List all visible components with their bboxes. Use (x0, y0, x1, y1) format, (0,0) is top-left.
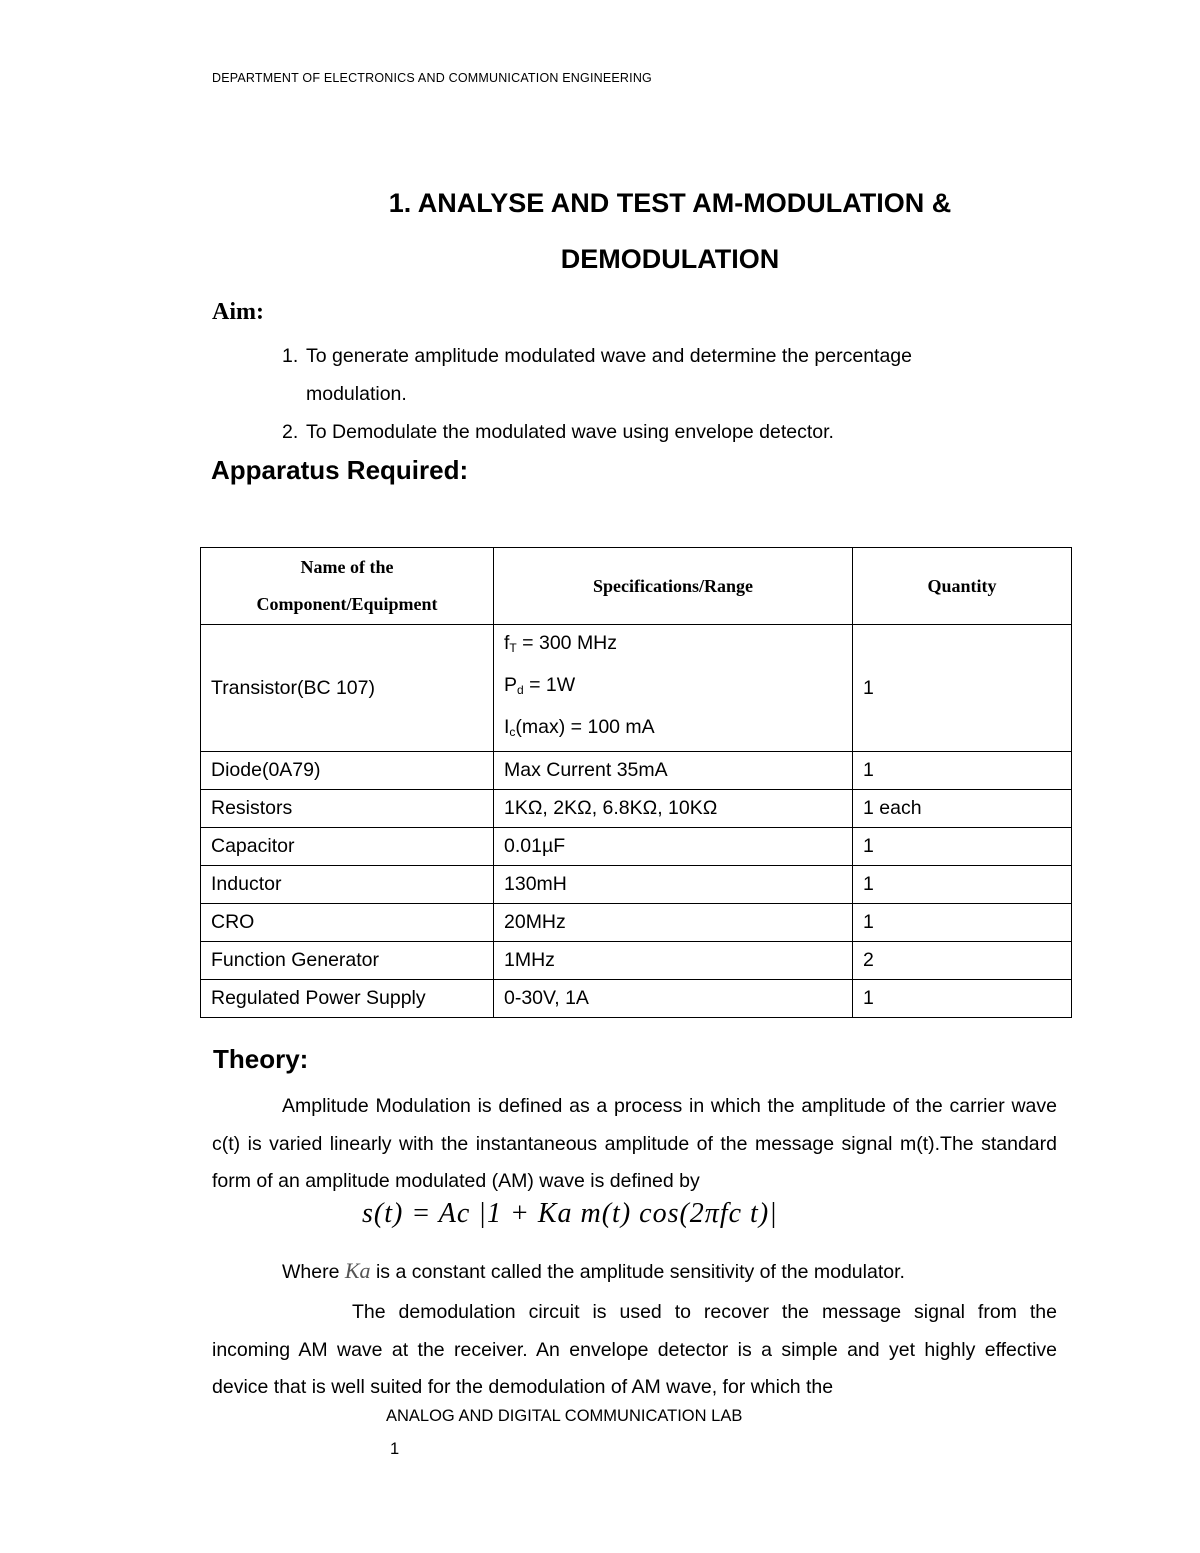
page-title-line-1: 1. ANALYSE AND TEST AM-MODULATION & (388, 188, 952, 218)
am-wave-formula: s(t) = Ac |1 + Ka m(t) cos(2πfc t)| (362, 1198, 778, 1229)
theory-paragraph-1 (212, 1088, 1057, 1201)
theory-paragraph-1-text: Amplitude Modulation is defined as a process in which the amplitude of the carrier wave c(t) is varied linearly with the instantaneous amplitude of the message signal m(t).The standard form of an amplitude modulated (AM) wave is defined by (212, 1095, 1057, 1192)
cell-name: Resistors (201, 790, 494, 828)
aim-item-number: 2. (282, 421, 299, 443)
theory-paragraph-2 (212, 1294, 1057, 1407)
spec-line: $P_d = 1W$ (504, 674, 576, 697)
table-row (201, 904, 1072, 942)
cell-quantity: 2 (853, 942, 1072, 980)
cell-quantity: 1 each (853, 790, 1072, 828)
table-row (201, 790, 1072, 828)
cell-spec (494, 625, 853, 752)
column-header-spec: Specifications/Range (494, 548, 853, 625)
page-title-line-2: DEMODULATION (560, 244, 780, 274)
table-row (201, 752, 1072, 790)
theory-paragraph-2-text: The demodulation circuit is used to recover the message signal from the incoming AM wave at the receiver. An envelope detector is a simple and yet highly effective device that is well suited for the demodulation of AM wave, for which the (212, 1301, 1057, 1398)
aim-item-text-line: modulation. (306, 383, 407, 405)
aim-item-text (306, 337, 912, 413)
cell-name: Inductor (201, 866, 494, 904)
cell-spec: 0-30V, 1A (494, 980, 853, 1018)
cell-quantity: 1 (853, 866, 1072, 904)
spec-line: $f_T = 300$ MHz (504, 632, 618, 655)
cell-quantity: 1 (853, 904, 1072, 942)
where-line (282, 1256, 905, 1287)
apparatus-heading: Apparatus Required: (211, 455, 469, 485)
aim-item-text (306, 413, 834, 451)
theory-heading: Theory: (213, 1044, 309, 1074)
cell-spec: 20MHz (494, 904, 853, 942)
ka-symbol: Ka (344, 1258, 371, 1283)
cell-name: Capacitor (201, 828, 494, 866)
spec-line: $I_c(\max) = 100$ mA (504, 716, 655, 739)
aim-item-text-line: To Demodulate the modulated wave using envelope detector. (306, 421, 834, 443)
table-row (201, 625, 1072, 752)
cell-spec: Max Current 35mA (494, 752, 853, 790)
cell-name: Diode(0A79) (201, 752, 494, 790)
column-header-quantity: Quantity (853, 548, 1072, 625)
cell-quantity: 1 (853, 625, 1072, 752)
cell-quantity: 1 (853, 980, 1072, 1018)
cell-name: Regulated Power Supply (201, 980, 494, 1018)
cell-quantity: 1 (853, 752, 1072, 790)
cell-quantity: 1 (853, 828, 1072, 866)
cell-name: CRO (201, 904, 494, 942)
aim-item-text-line: To generate amplitude modulated wave and determine the percentage (306, 345, 912, 367)
table-row (201, 828, 1072, 866)
page-number: 1 (390, 1440, 400, 1458)
cell-spec: 1KΩ, 2KΩ, 6.8KΩ, 10KΩ (494, 790, 853, 828)
cell-spec: 130mH (494, 866, 853, 904)
cell-name: Function Generator (201, 942, 494, 980)
table-row (201, 980, 1072, 1018)
cell-spec: 0.01µF (494, 828, 853, 866)
where-suffix: is a constant called the amplitude sensitivity of the modulator. (375, 1261, 905, 1283)
footer-lab-name: ANALOG AND DIGITAL COMMUNICATION LAB (386, 1407, 743, 1425)
aim-heading: Aim: (212, 299, 264, 325)
table-header-row (201, 548, 1072, 625)
apparatus-table (200, 547, 1072, 1018)
cell-spec: 1MHz (494, 942, 853, 980)
aim-item-number: 1. (282, 345, 299, 367)
column-header-name: Name of the Component/Equipment (201, 548, 494, 625)
where-prefix: Where (282, 1261, 340, 1283)
table-row (201, 866, 1072, 904)
cell-name: Transistor(BC 107) (201, 625, 494, 752)
table-row (201, 942, 1072, 980)
department-header: DEPARTMENT OF ELECTRONICS AND COMMUNICATION ENGINEERING (212, 71, 652, 85)
